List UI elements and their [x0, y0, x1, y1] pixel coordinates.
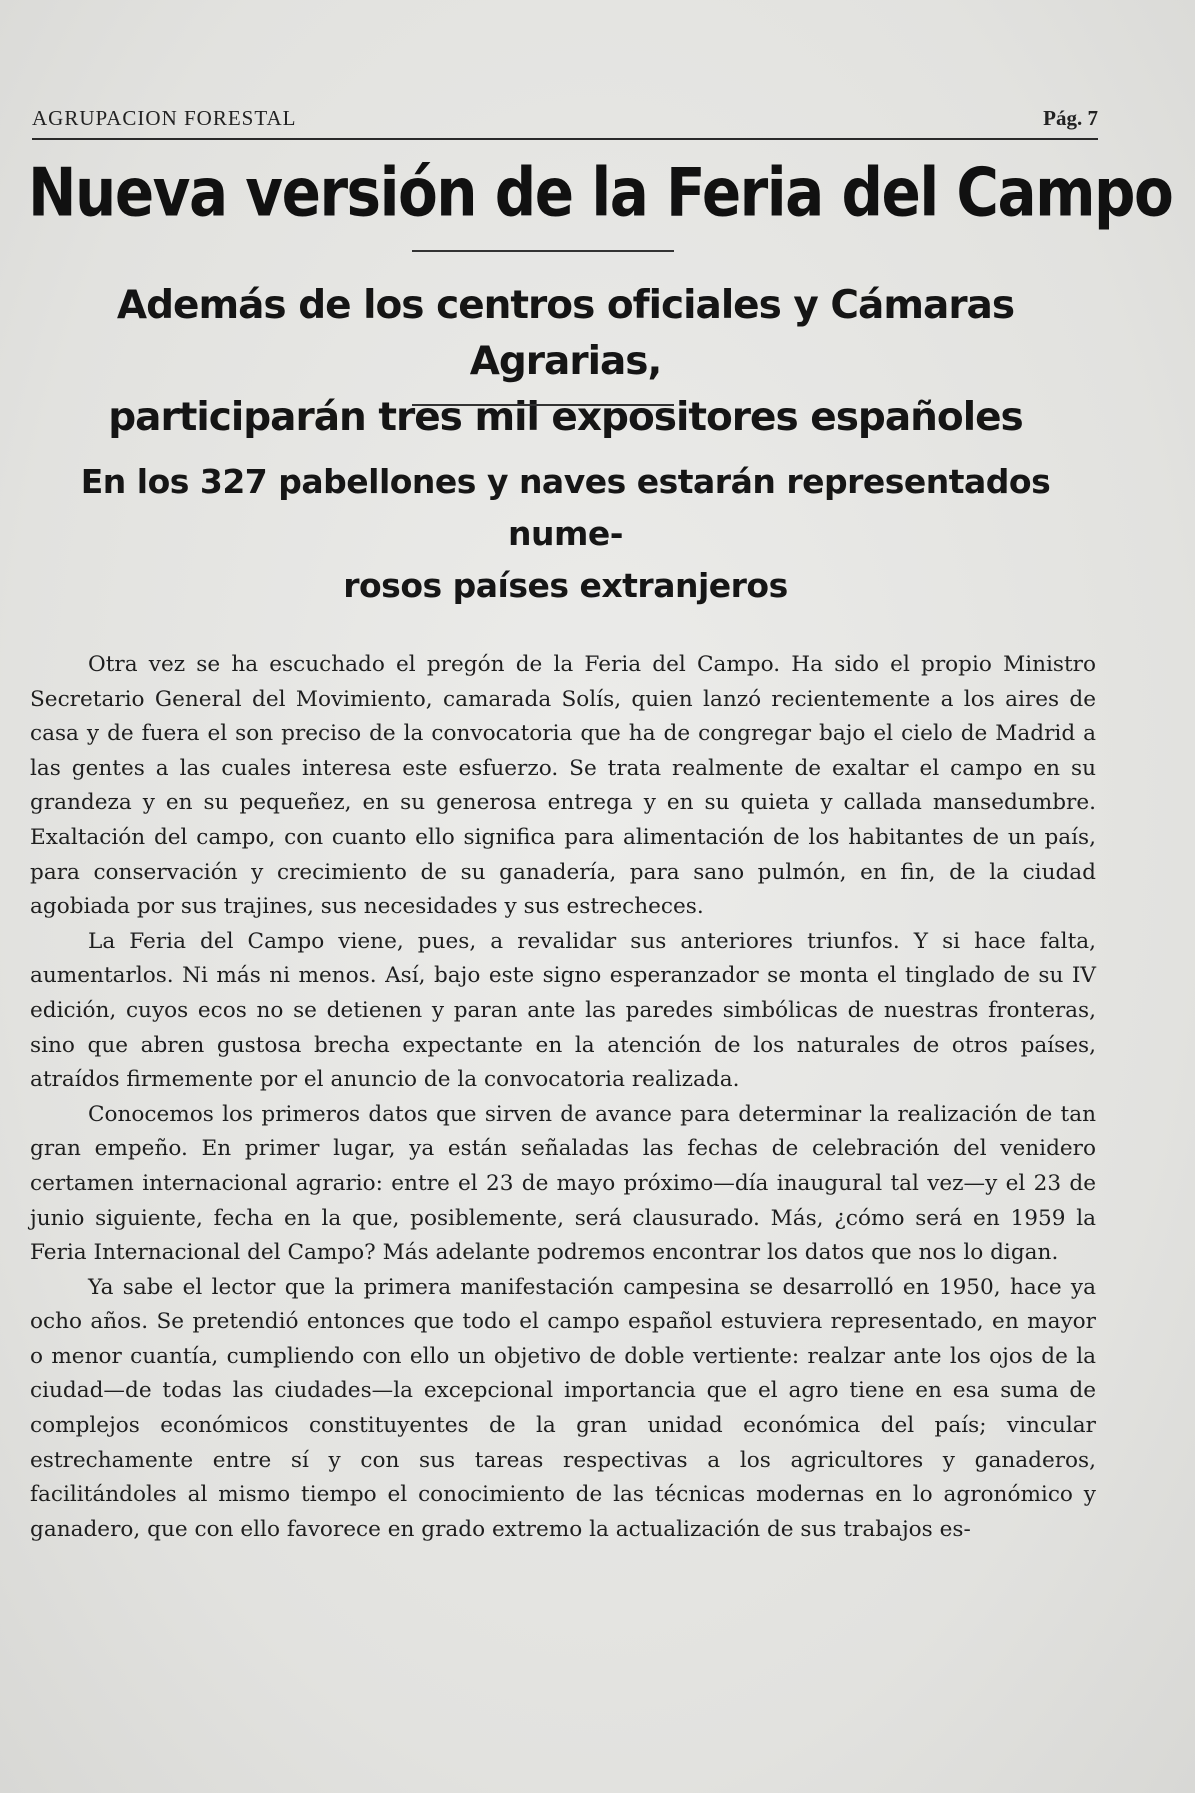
- paragraph: Conocemos los primeros datos que sirven de avance para determinar la realización de tan gran empeño. En primer lugar, ya están señaladas las fechas de celebración del venidero certamen internacional agrario: entre el 23 de mayo próximo—día inaugural tal vez—y el 23 de junio siguiente, fecha en la que, posiblemente, será clausurado. Más, ¿cómo será en 1959 la Feria Internacional del Campo? Más adelante podremos encontrar los datos que nos lo digan.: [30, 1101, 1096, 1266]
- paragraph: Ya sabe el lector que la primera manifestación campesina se desarrolló en 1950, hace ya ocho años. Se pretendió entonces que todo el campo español estuviera representado, en mayor o menor cuantía, cumpliendo con ello un objetivo de doble vertiente: realzar ante los ojos de la ciudad—de todas las ciudades—la excepcional importancia que el agro tiene en esa suma de complejos económicos constituyentes de la gran unidad económica del país; vincular estrechamente entre sí y con sus tareas respectivas a los agricultores y ganaderos, facilitándoles al mismo tiempo el conocimiento de las técnicas modernas en lo agronómico y ganadero, que con ello favorece en grado extremo la actualización de sus trabajos es-: [30, 1274, 1096, 1542]
- paragraph: Otra vez se ha escuchado el pregón de la Feria del Campo. Ha sido el propio Ministro Secretario General del Movimiento, camarada Solís, quien lanzó recientemente a los aires de casa y de fuera el son preciso de la convocatoria que ha de congregar bajo el cielo de Madrid a las gentes a las cuales interesa este esfuerzo. Se trata realmente de exaltar el campo en su grandeza y en su pequeñez, en su generosa entrega y en su quieta y callada mansedumbre. Exaltación del campo, con cuanto ello significa para alimentación de los habitantes de un país, para conservación y crecimiento de su ganadería, para sano pulmón, en fin, de la ciudad agobiada por sus trajines, sus necesidades y sus estrecheces.: [30, 652, 1096, 920]
- subtitle-divider: [412, 404, 674, 406]
- kicker-line-1: En los 327 pabellones y naves estarán representados nume-: [80, 462, 1051, 553]
- title-divider: [412, 250, 674, 252]
- article-body: [30, 648, 1096, 1547]
- paragraph: La Feria del Campo viene, pues, a revalidar sus anteriores triunfos. Y si hace falta, aumentarlos. Ni más ni menos. Así, bajo este signo esperanzador se monta el tinglado de su IV edición, cuyos ecos no se detienen y paran ante las paredes simbólicas de nuestras fronteras, sino que abren gustosa brecha expectante en la atención de los naturales de otros países, atraídos firmemente por el anuncio de la convocatoria realizada.: [30, 928, 1096, 1093]
- kicker-line-2: rosos países extranjeros: [343, 566, 788, 605]
- article-kicker: [28, 456, 1103, 612]
- subtitle-line-2: participarán tres mil expositores españoles: [108, 395, 1023, 440]
- article-title: Nueva versión de la Feria del Campo: [28, 153, 1173, 232]
- publication-name: AGRUPACION FORESTAL: [32, 106, 297, 130]
- subtitle-line-1: Además de los centros oficiales y Cámaras Agrarias,: [116, 283, 1015, 384]
- page-number: Pág. 7: [1043, 106, 1098, 130]
- running-header: [32, 106, 1098, 140]
- article-subtitle: [28, 278, 1103, 446]
